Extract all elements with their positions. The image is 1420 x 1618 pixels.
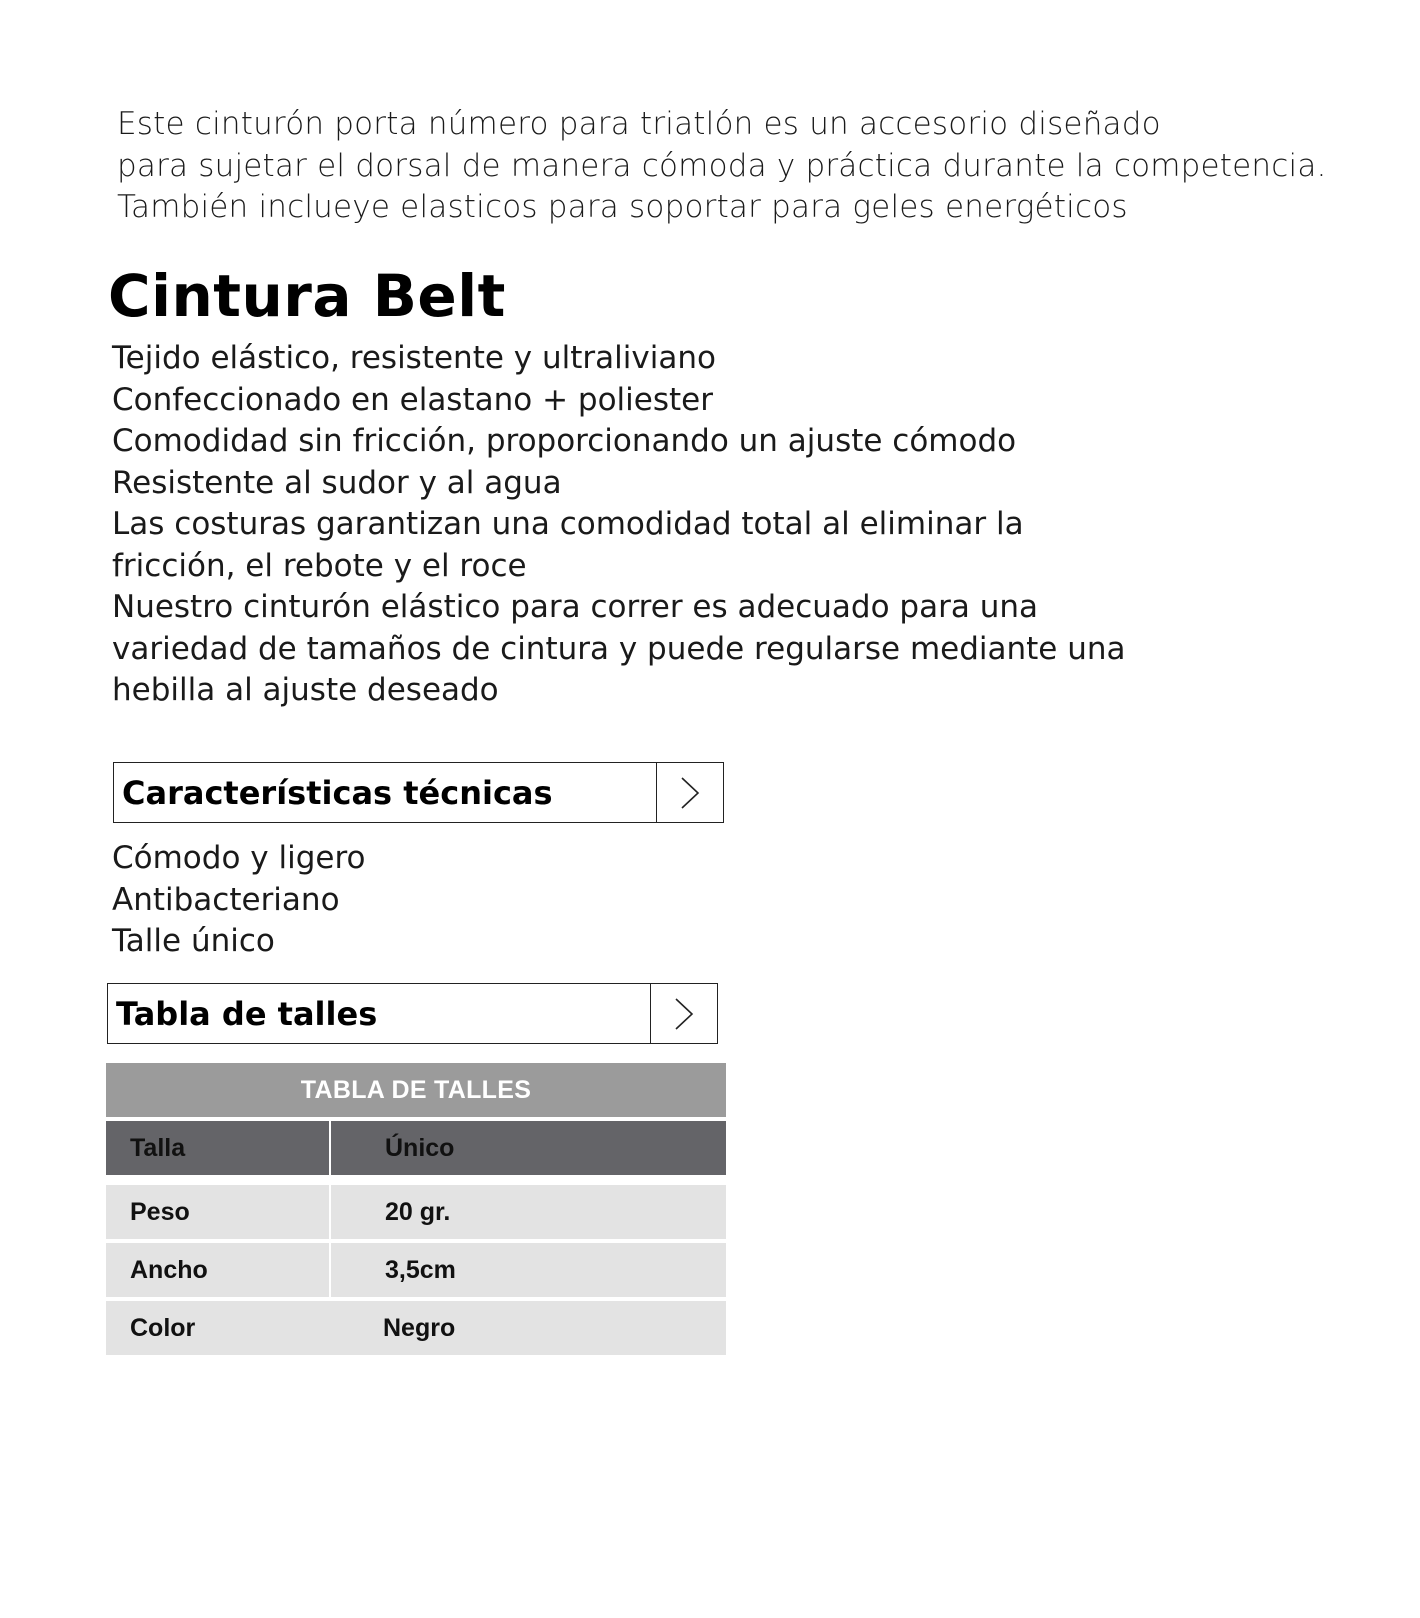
tech-spec-item: Cómodo y ligero — [112, 840, 366, 876]
size-chart-heading: Tabla de talles — [116, 994, 378, 1033]
feature-line: fricción, el rebote y el roce — [112, 547, 527, 584]
feature-line: variedad de tamaños de cintura y puede regularse mediante una — [112, 630, 1126, 667]
table-row-label: Color — [106, 1301, 329, 1355]
feature-line: Las costuras garantizan una comodidad total al eliminar la — [112, 506, 1024, 542]
table-row-value: 20 gr. — [331, 1185, 726, 1239]
table-row-label: Ancho — [106, 1243, 329, 1297]
table-row-label: Peso — [106, 1185, 329, 1239]
feature-line: Resistente al sudor y al agua — [112, 464, 562, 501]
tech-spec-item: Antibacteriano — [112, 881, 340, 918]
description-line: para sujetar el dorsal de manera cómoda y práctica durante la competencia. — [117, 147, 1327, 184]
tech-specs-heading: Características técnicas — [122, 773, 553, 812]
description-line: Este cinturón porta número para triatlón es un accesorio diseñado — [117, 106, 1161, 142]
size-table — [106, 1063, 726, 1355]
tech-specs-accordion[interactable] — [113, 762, 724, 823]
size-table-header-row — [106, 1121, 726, 1175]
table-row-value: Negro — [329, 1301, 726, 1355]
tech-specs-list — [112, 838, 365, 963]
table-row — [106, 1301, 726, 1355]
tech-spec-item: Talle único — [112, 923, 275, 959]
feature-line: Tejido elástico, resistente y ultraliviano — [112, 340, 716, 376]
size-table-header-label: Talla — [106, 1121, 329, 1175]
chevron-right-icon — [673, 997, 695, 1031]
feature-line: Comodidad sin fricción, proporcionando un ajuste cómodo — [112, 423, 1017, 459]
table-row — [106, 1185, 726, 1239]
product-title: Cintura Belt — [108, 262, 506, 330]
feature-line: Nuestro cinturón elástico para correr es adecuado para una — [112, 589, 1038, 625]
tech-specs-expand-button[interactable] — [656, 763, 723, 822]
feature-list — [112, 338, 1312, 712]
product-description — [117, 104, 1407, 229]
size-chart-expand-button[interactable] — [650, 984, 717, 1043]
table-row-value: 3,5cm — [331, 1243, 726, 1297]
chevron-right-icon — [679, 776, 701, 810]
size-chart-accordion[interactable] — [107, 983, 718, 1044]
size-table-title: TABLA DE TALLES — [106, 1063, 726, 1117]
feature-line: Confeccionado en elastano + poliester — [112, 381, 713, 418]
description-line: También inclueye elasticos para soportar para geles energéticos — [117, 189, 1128, 225]
feature-line: hebilla al ajuste deseado — [112, 672, 499, 708]
size-table-header-value: Único — [331, 1121, 726, 1175]
table-row — [106, 1243, 726, 1297]
